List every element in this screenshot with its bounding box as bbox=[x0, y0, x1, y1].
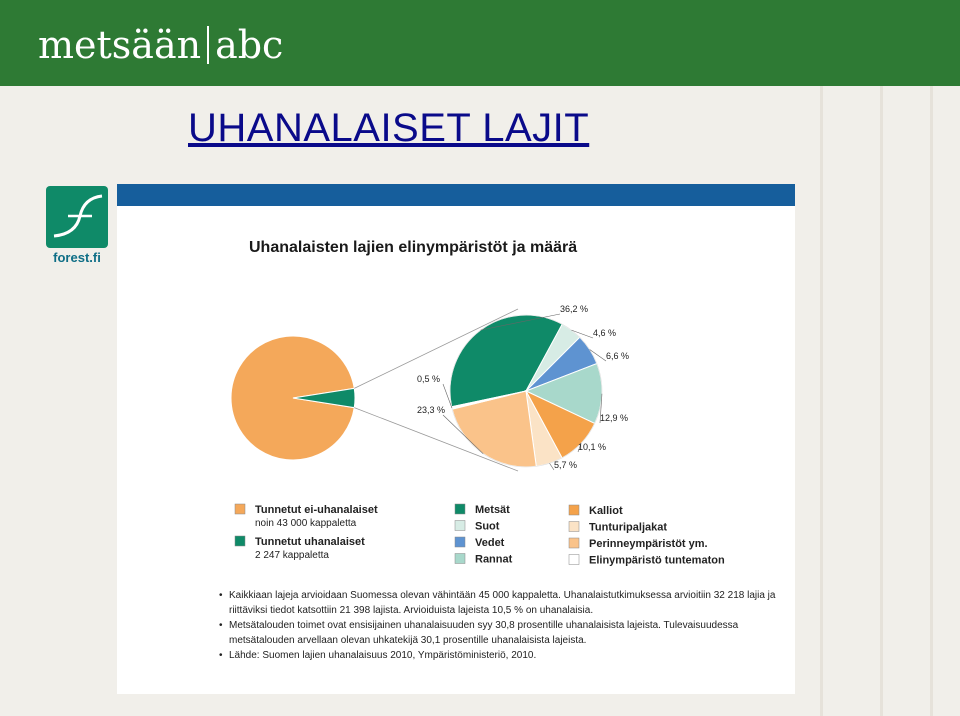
header-banner bbox=[0, 0, 960, 86]
slice-label-7: 0,5 % bbox=[417, 374, 441, 384]
page-title: UHANALAISET LAJIT bbox=[188, 106, 590, 150]
legend-swatch-col2-0 bbox=[455, 504, 465, 514]
legend-label-col2-3: Rannat bbox=[475, 553, 513, 566]
slice-label-0: 36,2 % bbox=[560, 304, 589, 314]
brand-left: metsään bbox=[38, 23, 202, 67]
pie-chart bbox=[117, 184, 795, 584]
legend-swatch-col2-2 bbox=[455, 537, 465, 547]
legend-swatch-col2-3 bbox=[455, 554, 465, 564]
chart-title: Uhanalaisten lajien elinympäristöt ja määrä bbox=[249, 239, 578, 256]
logo-divider bbox=[207, 26, 209, 64]
legend-swatch-col1-1 bbox=[235, 536, 245, 546]
legend-label-col1-0: Tunnetut ei-uhanalaiset bbox=[255, 504, 378, 516]
legend-swatch-col3-0 bbox=[569, 505, 579, 515]
legend-label-col3-0: Kalliot bbox=[589, 505, 623, 517]
slice-label-1: 4,6 % bbox=[593, 328, 617, 338]
legend-swatch-col2-1 bbox=[455, 521, 465, 531]
legend-label-col2-0: Metsät bbox=[475, 504, 510, 516]
metsaan-abc-logo bbox=[38, 22, 283, 68]
legend-sub-col1-0: noin 43 000 kappaletta bbox=[255, 518, 357, 529]
chart-slide bbox=[117, 184, 795, 694]
forest-fi-label: forest.fi bbox=[53, 250, 101, 264]
note-item: • Metsätalouden toimet ovat ensisijainen uhanalaisuuden syy 30,8 prosentille uhanalaisista lajeista. Tulevaisuudessa metsätalouden arvellaan olevan uhkatekijä 30,1 prosentille uhanalaisista lajeista. bbox=[219, 618, 779, 648]
legend-sub-col1-1: 2 247 kappaletta bbox=[255, 550, 329, 561]
note-item: • Kaikkiaan lajeja arvioidaan Suomessa olevan vähintään 45 000 kappaletta. Uhanalaistutkimuksessa arvioitiin 32 218 lajia ja riittäviksi tiedot katsottiin 21 398 lajista. Arvioiduista lajeista 10,5 % on uhanalaisia. bbox=[219, 588, 779, 618]
note-item: • Lähde: Suomen lajien uhanalaisuus 2010, Ympäristöministeriö, 2010. bbox=[219, 648, 779, 663]
brand-right: abc bbox=[215, 23, 284, 67]
legend-label-col3-3: Elinympäristö tuntematon bbox=[589, 554, 725, 567]
slice-label-3: 12,9 % bbox=[600, 413, 629, 423]
legend-label-col3-2: Perinneympäristöt ym. bbox=[589, 538, 708, 550]
slice-label-4: 10,1 % bbox=[578, 442, 607, 452]
legend-label-col3-1: Tunturipaljakat bbox=[589, 521, 668, 534]
legend-label-col2-1: Suot bbox=[475, 520, 500, 533]
notes-list bbox=[219, 588, 779, 663]
slice-label-2: 6,6 % bbox=[606, 351, 630, 361]
legend-swatch-col3-2 bbox=[569, 538, 579, 548]
legend-swatch-col3-1 bbox=[569, 522, 579, 532]
slice-label-5: 5,7 % bbox=[554, 460, 578, 470]
slice-label-6: 23,3 % bbox=[417, 405, 446, 415]
legend-swatch-col3-3 bbox=[569, 555, 579, 565]
forest-fi-logo bbox=[46, 186, 108, 264]
legend-swatch-col1-0 bbox=[235, 504, 245, 514]
legend-label-col2-2: Vedet bbox=[475, 537, 505, 549]
legend-label-col1-1: Tunnetut uhanalaiset bbox=[255, 536, 365, 548]
